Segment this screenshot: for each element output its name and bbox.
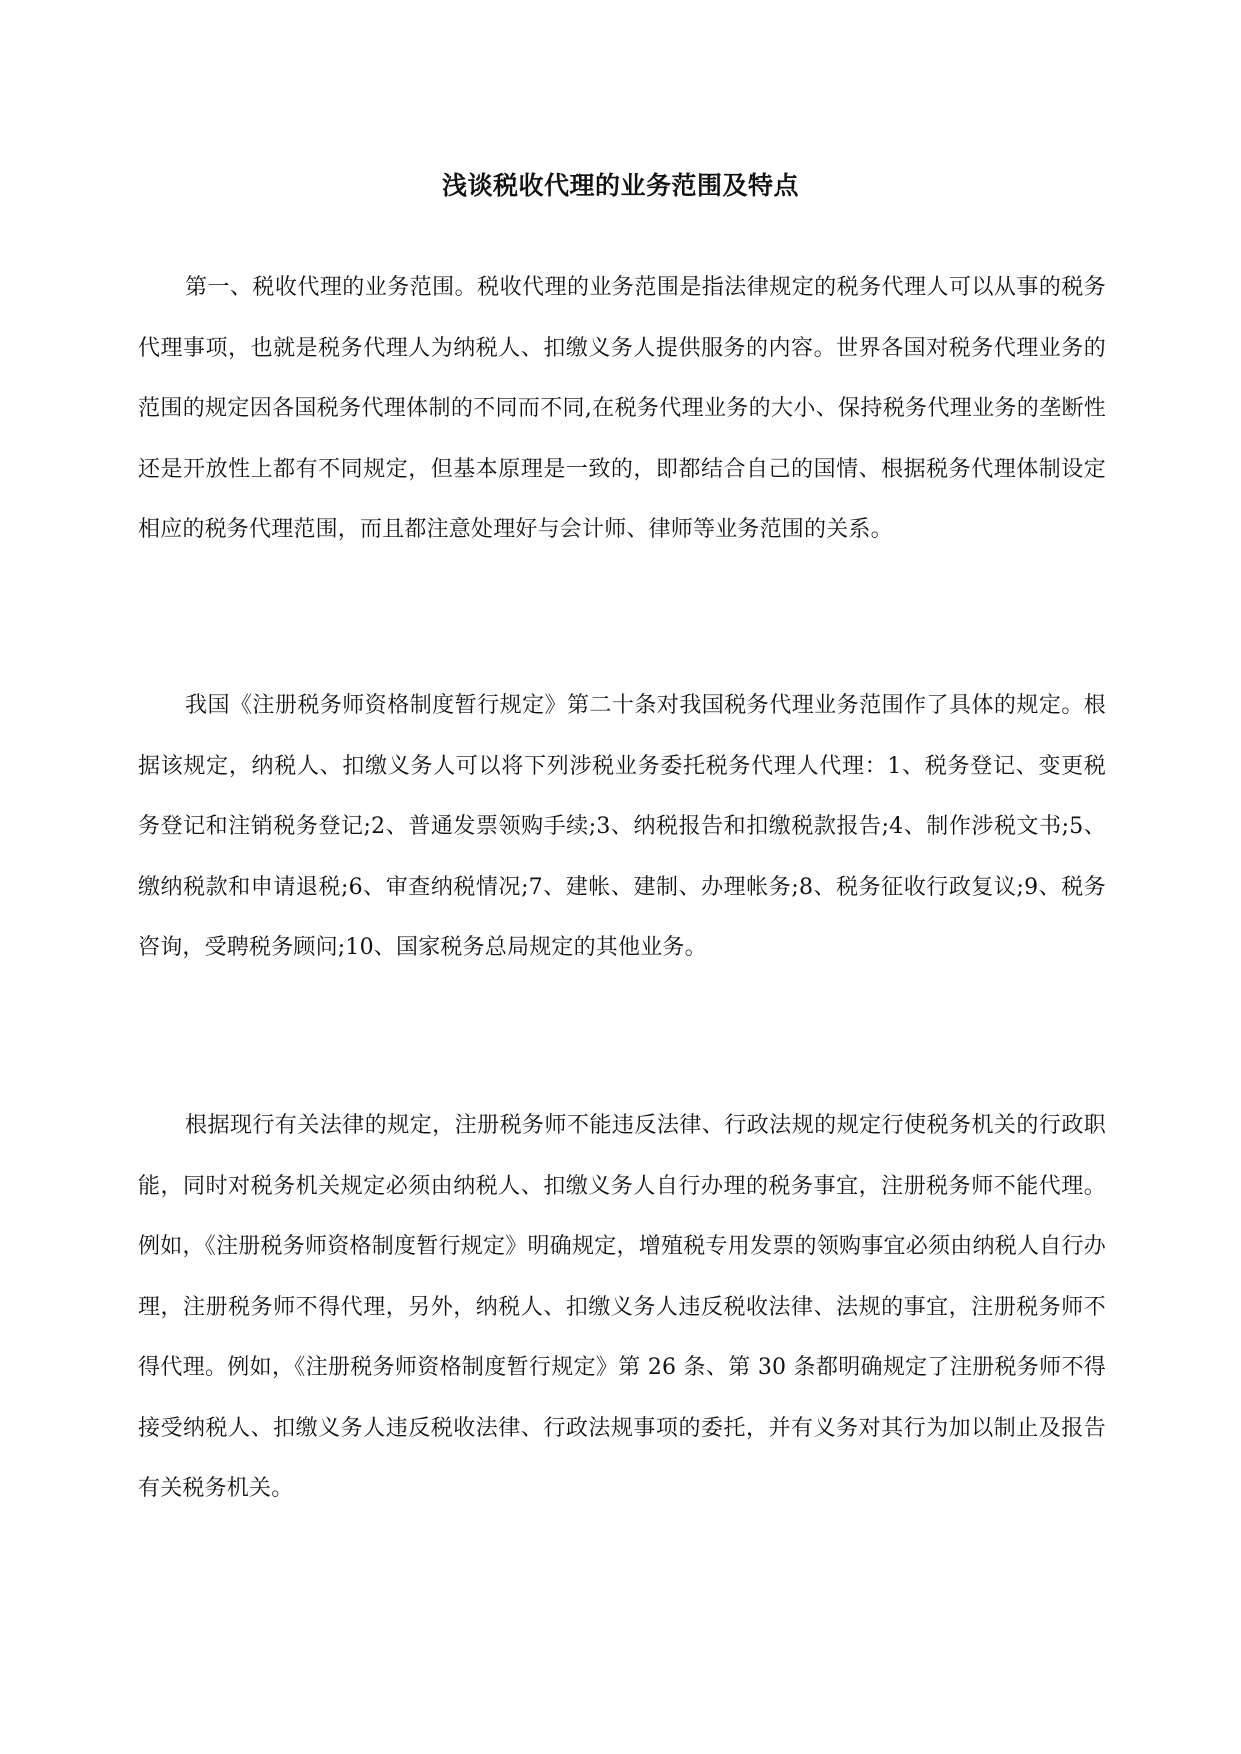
paragraph-business-scope: 第一、税收代理的业务范围。税收代理的业务范围是指法律规定的税务代理人可以从事的税务代理事项，也就是税务代理人为纳税人、扣缴义务人提供服务的内容。世界各国对税务代理业务的范围的规定因各国税务代理体制的不同而不同,在税务代理业务的大小、保持税务代理业务的垄断性还是开放性上都有不同规定，但基本原理是一致的，即都结合自己的国情、根据税务代理体制设定相应的税务代理范围，而且都注意处理好与会计师、律师等业务范围的关系。 xyxy=(138,275,1106,542)
document-title: 浅谈税收代理的业务范围及特点 xyxy=(441,171,799,200)
paragraph-china-regulation: 我国《注册税务师资格制度暂行规定》第二十条对我国税务代理业务范围作了具体的规定。根据该规定，纳税人、扣缴义务人可以将下列涉税业务委托税务代理人代理：1、税务登记、变更税务登记和注销税务登记;2、普通发票领购手续;3、纳税报告和扣缴税款报告;4、制作涉税文书;5、缴纳税款和申请退税;6、审查纳税情况;7、建帐、建制、办理帐务;8、税务征收行政复议;9、税务咨询，受聘税务顾问;10、国家税务总局规定的其他业务。 xyxy=(138,693,1106,960)
paragraph-restrictions: 根据现行有关法律的规定，注册税务师不能违反法律、行政法规的规定行使税务机关的行政职能，同时对税务机关规定必须由纳税人、扣缴义务人自行办理的税务事宜，注册税务师不能代理。例如，《注册税务师资格制度暂行规定》明确规定，增殖税专用发票的领购事宜必须由纳税人自行办理，注册税务师不得代理，另外，纳税人、扣缴义务人违反税收法律、法规的事宜，注册税务师不得代理。例如，《注册税务师资格制度暂行规定》第 26 条、第 30 条都明确规定了注册税务师不得接受纳税人、扣缴义务人违反税收法律、行政法规事项的委托，并有义务对其行为加以制止及报告有关税务机关。 xyxy=(138,1113,1106,1501)
